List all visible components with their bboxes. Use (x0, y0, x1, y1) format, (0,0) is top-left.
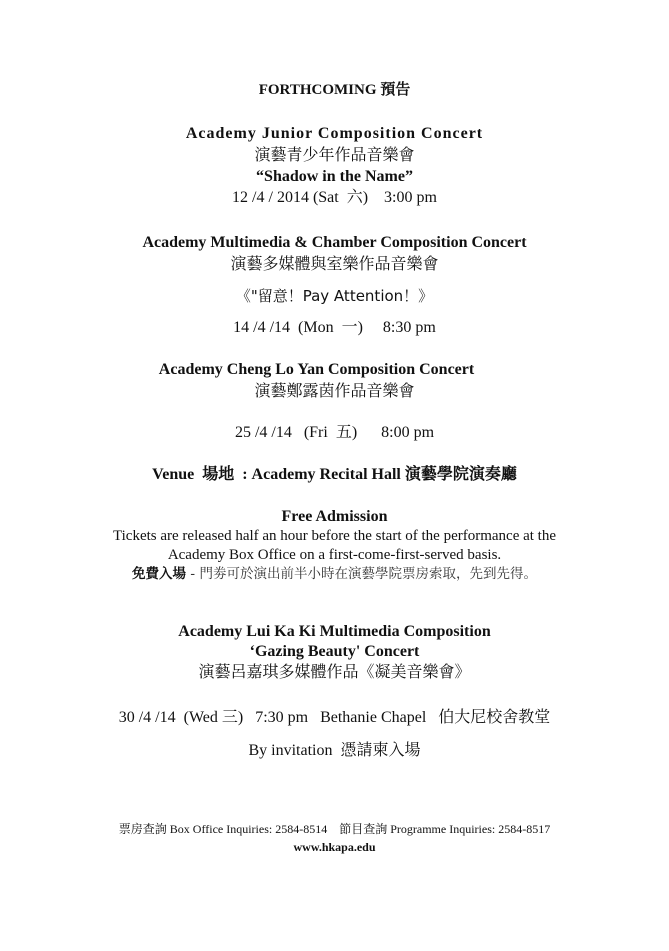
concert2-title-zh: 演藝多媒體與室樂作品音樂會 (230, 254, 439, 273)
concert4-details: 30 /4 /14 (Wed 三) 7:30 pm Bethanie Chapel 伯大尼校舍教堂 (118, 709, 551, 726)
admission-zh-label: 免費入場 (132, 566, 187, 582)
concert3-title-en: Academy Cheng Lo Yan Composition Concert (158, 361, 475, 378)
concert4-title-line1: Academy Lui Ka Ki Multimedia Composition (178, 623, 491, 640)
concert3-title-zh: 演藝鄭露茵作品音樂會 (254, 381, 415, 400)
venue-line (0, 466, 669, 484)
concert2-title-en: Academy Multimedia & Chamber Composition Concert (142, 234, 527, 251)
concert4-title-zh: 演藝呂嘉琪多媒體作品《凝美音樂會》 (198, 662, 471, 681)
concert4-title-line2: ‘Gazing Beauty' Concert (249, 643, 420, 660)
concert1-title-zh: 演藝青少年作品音樂會 (254, 145, 415, 164)
concert2-subtitle: 《"留意！Pay Attention！》 (235, 287, 434, 305)
venue-value: Academy Recital Hall 演藝學院演奏廳 (251, 466, 517, 483)
footer-website: www.hkapa.edu (293, 840, 376, 854)
admission-zh-text: - 門劵可於演出前半小時在演藝學院票房索取，先到先得。 (186, 566, 537, 582)
admission-line1: Tickets are released half an hour before the start of the performance at the (113, 528, 556, 544)
venue-label: Venue 場地 : (152, 466, 252, 483)
concert1-subtitle: “Shadow in the Name” (256, 168, 413, 185)
concert2-datetime: 14 /4 /14 (Mon 一) 8:30 pm (233, 319, 436, 336)
concert1-datetime: 12 /4 / 2014 (Sat 六) 3:00 pm (232, 189, 437, 206)
footer-inquiries: 票房查詢 Box Office Inquiries: 2584-8514 節目查詢 Programme Inquiries: 2584-8517 (118, 822, 551, 836)
concert1-title-en: Academy Junior Composition Concert (185, 125, 484, 142)
admission-heading: Free Admission (281, 508, 388, 525)
concert4-invitation: By invitation 憑請柬入場 (248, 742, 421, 759)
forthcoming-heading: FORTHCOMING 預告 (258, 82, 411, 98)
admission-zh (0, 567, 669, 583)
admission-line2: Academy Box Office on a first-come-first-served basis. (167, 547, 502, 563)
concert3-datetime: 25 /4 /14 (Fri 五) 8:00 pm (234, 424, 435, 441)
